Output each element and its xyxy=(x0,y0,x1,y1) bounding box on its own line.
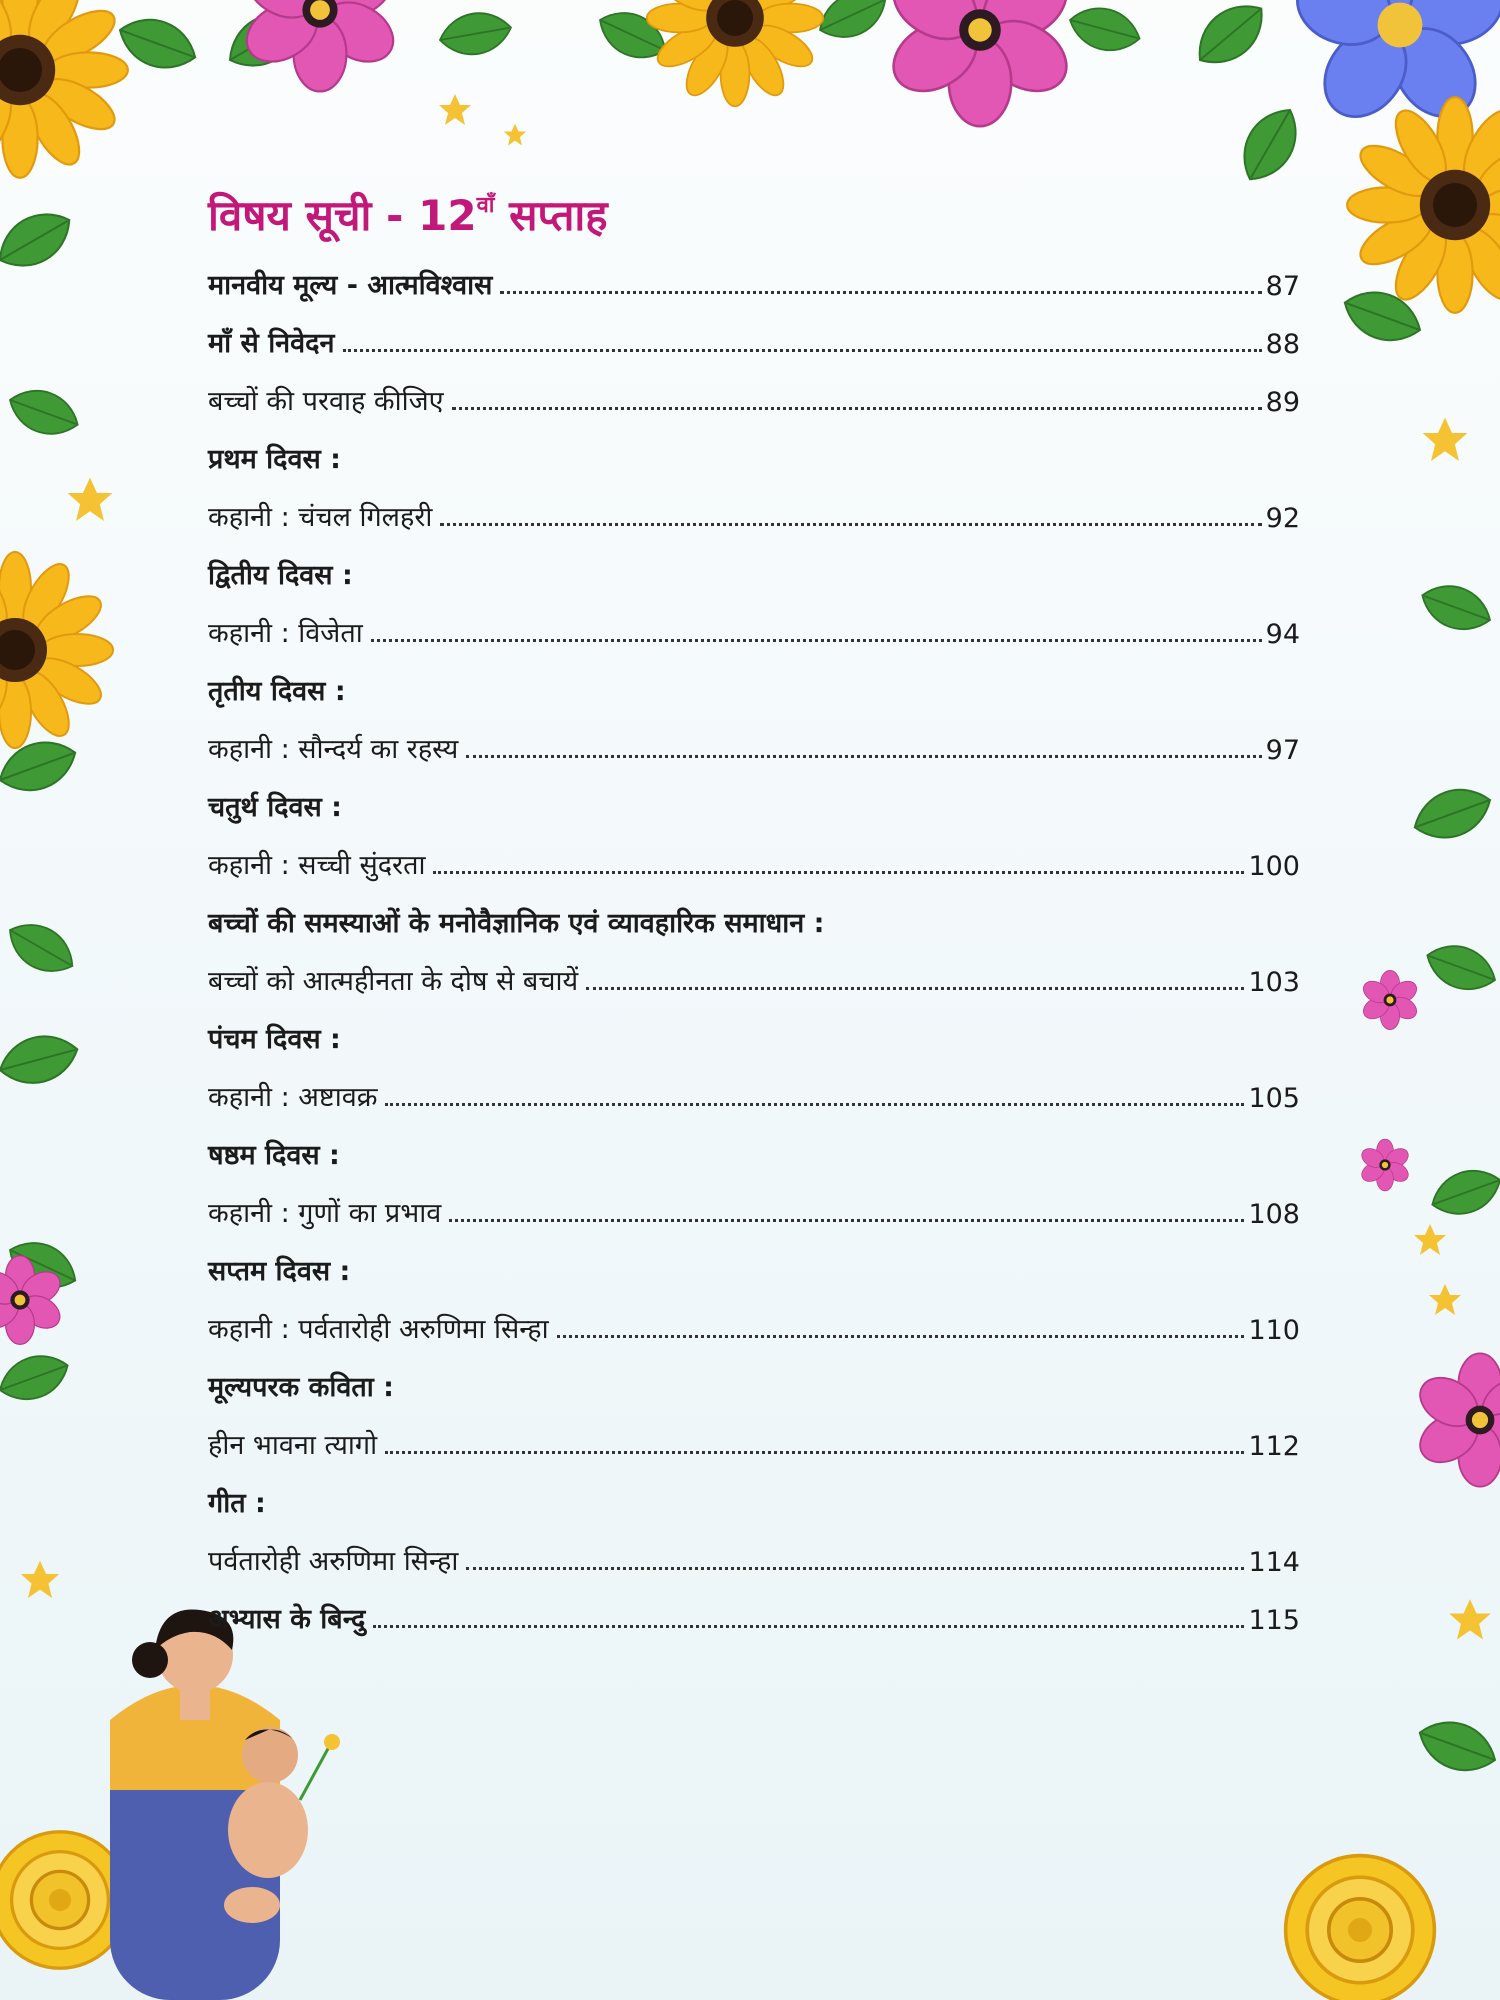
toc-section-heading xyxy=(208,426,1300,484)
dot-leader xyxy=(440,523,1261,526)
toc-entry-title: द्वितीय दिवस : xyxy=(208,560,353,591)
dot-leader xyxy=(433,871,1244,874)
toc-page-number: 94 xyxy=(1265,619,1300,650)
toc-section-heading xyxy=(208,890,1300,948)
toc-entry xyxy=(208,1064,1300,1122)
dot-leader xyxy=(557,1335,1245,1338)
dot-leader xyxy=(449,1219,1244,1222)
toc-page-number: 105 xyxy=(1248,1083,1300,1114)
table-of-contents xyxy=(208,172,1300,1644)
toc-entry-title: षष्ठम दिवस : xyxy=(208,1140,340,1171)
toc-entry-title: कहानी : अष्टावक्र xyxy=(208,1082,378,1113)
toc-entry-title: मानवीय मूल्य - आत्मविश्वास xyxy=(208,270,493,301)
toc-entry-title: सप्तम दिवस : xyxy=(208,1256,351,1287)
toc-entry-title: प्रथम दिवस : xyxy=(208,444,341,475)
mother-child-illustration xyxy=(110,1610,340,2000)
toc-entry xyxy=(208,1412,1300,1470)
sunflower-icon xyxy=(0,0,128,178)
toc-entry xyxy=(208,832,1300,890)
toc-section-heading xyxy=(208,1238,1300,1296)
toc-section-heading xyxy=(208,658,1300,716)
toc-page-number: 89 xyxy=(1265,387,1300,418)
toc-page-number: 97 xyxy=(1265,735,1300,766)
toc-entry-title: कहानी : विजेता xyxy=(208,618,363,649)
dot-leader xyxy=(373,1625,1244,1628)
toc-page-number: 108 xyxy=(1248,1199,1300,1230)
toc-section-heading xyxy=(208,542,1300,600)
toc-entry xyxy=(208,1180,1300,1238)
rose-icon xyxy=(1286,1856,1435,2000)
toc-entry xyxy=(208,948,1300,1006)
dot-leader xyxy=(466,755,1261,758)
toc-entry-title: बच्चों को आत्महीनता के दोष से बचायें xyxy=(208,966,579,997)
toc-title: विषय सूची - $12^{वाँ}$ सप्ताह xyxy=(208,191,608,240)
toc-list xyxy=(208,252,1300,1644)
toc-entry xyxy=(208,716,1300,774)
toc-page-number: 103 xyxy=(1248,967,1300,998)
dot-leader xyxy=(385,1451,1244,1454)
toc-page-number: 115 xyxy=(1248,1605,1300,1636)
toc-entry-title: कहानी : चंचल गिलहरी xyxy=(208,502,433,533)
toc-section-heading xyxy=(208,1122,1300,1180)
dot-leader xyxy=(385,1103,1244,1106)
toc-entry-title: हीन भावना त्यागो xyxy=(208,1430,378,1461)
toc-page-number: 100 xyxy=(1248,851,1300,882)
toc-entry-title: कहानी : सौन्दर्य का रहस्य xyxy=(208,734,459,765)
dot-leader xyxy=(371,639,1262,642)
toc-entry-title: गीत : xyxy=(208,1488,266,1519)
toc-entry-title: मूल्यपरक कविता : xyxy=(208,1372,394,1403)
toc-entry-title: चतुर्थ दिवस : xyxy=(208,792,342,823)
toc-section-heading xyxy=(208,1354,1300,1412)
toc-entry-title: कहानी : सच्ची सुंदरता xyxy=(208,850,426,881)
toc-section-heading xyxy=(208,774,1300,832)
toc-section-heading xyxy=(208,1006,1300,1064)
toc-entry-title: पंचम दिवस : xyxy=(208,1024,341,1055)
dot-leader xyxy=(500,291,1261,294)
toc-entry xyxy=(208,600,1300,658)
toc-entry-title: तृतीय दिवस : xyxy=(208,676,346,707)
toc-entry-title: माँ से निवेदन xyxy=(208,328,335,359)
toc-entry-title: कहानी : पर्वतारोही अरुणिमा सिन्हा xyxy=(208,1314,549,1345)
toc-entry xyxy=(208,1586,1300,1644)
toc-entry xyxy=(208,1296,1300,1354)
toc-page-number: 87 xyxy=(1265,271,1300,302)
pink-flower-icon xyxy=(236,0,403,91)
toc-section-heading xyxy=(208,1470,1300,1528)
dot-leader xyxy=(452,407,1262,410)
toc-page-number: 112 xyxy=(1248,1431,1300,1462)
toc-entry xyxy=(208,368,1300,426)
toc-entry xyxy=(208,252,1300,310)
toc-page-number: 92 xyxy=(1265,503,1300,534)
dot-leader xyxy=(586,987,1244,990)
toc-page-number: 88 xyxy=(1265,329,1300,360)
toc-page-number: 114 xyxy=(1248,1547,1300,1578)
toc-entry-title: बच्चों की समस्याओं के मनोवैज्ञानिक एवं व्यावहारिक समाधान : xyxy=(208,908,825,939)
toc-entry-title: कहानी : गुणों का प्रभाव xyxy=(208,1198,442,1229)
toc-entry-title: बच्चों की परवाह कीजिए xyxy=(208,386,444,417)
toc-page-number: 110 xyxy=(1248,1315,1300,1346)
toc-entry xyxy=(208,1528,1300,1586)
dot-leader xyxy=(343,349,1262,352)
dot-leader xyxy=(466,1567,1244,1570)
toc-entry-title: अभ्यास के बिन्दु xyxy=(208,1604,366,1635)
toc-entry xyxy=(208,484,1300,542)
toc-entry xyxy=(208,310,1300,368)
toc-entry-title: पर्वतारोही अरुणिमा सिन्हा xyxy=(208,1546,459,1577)
